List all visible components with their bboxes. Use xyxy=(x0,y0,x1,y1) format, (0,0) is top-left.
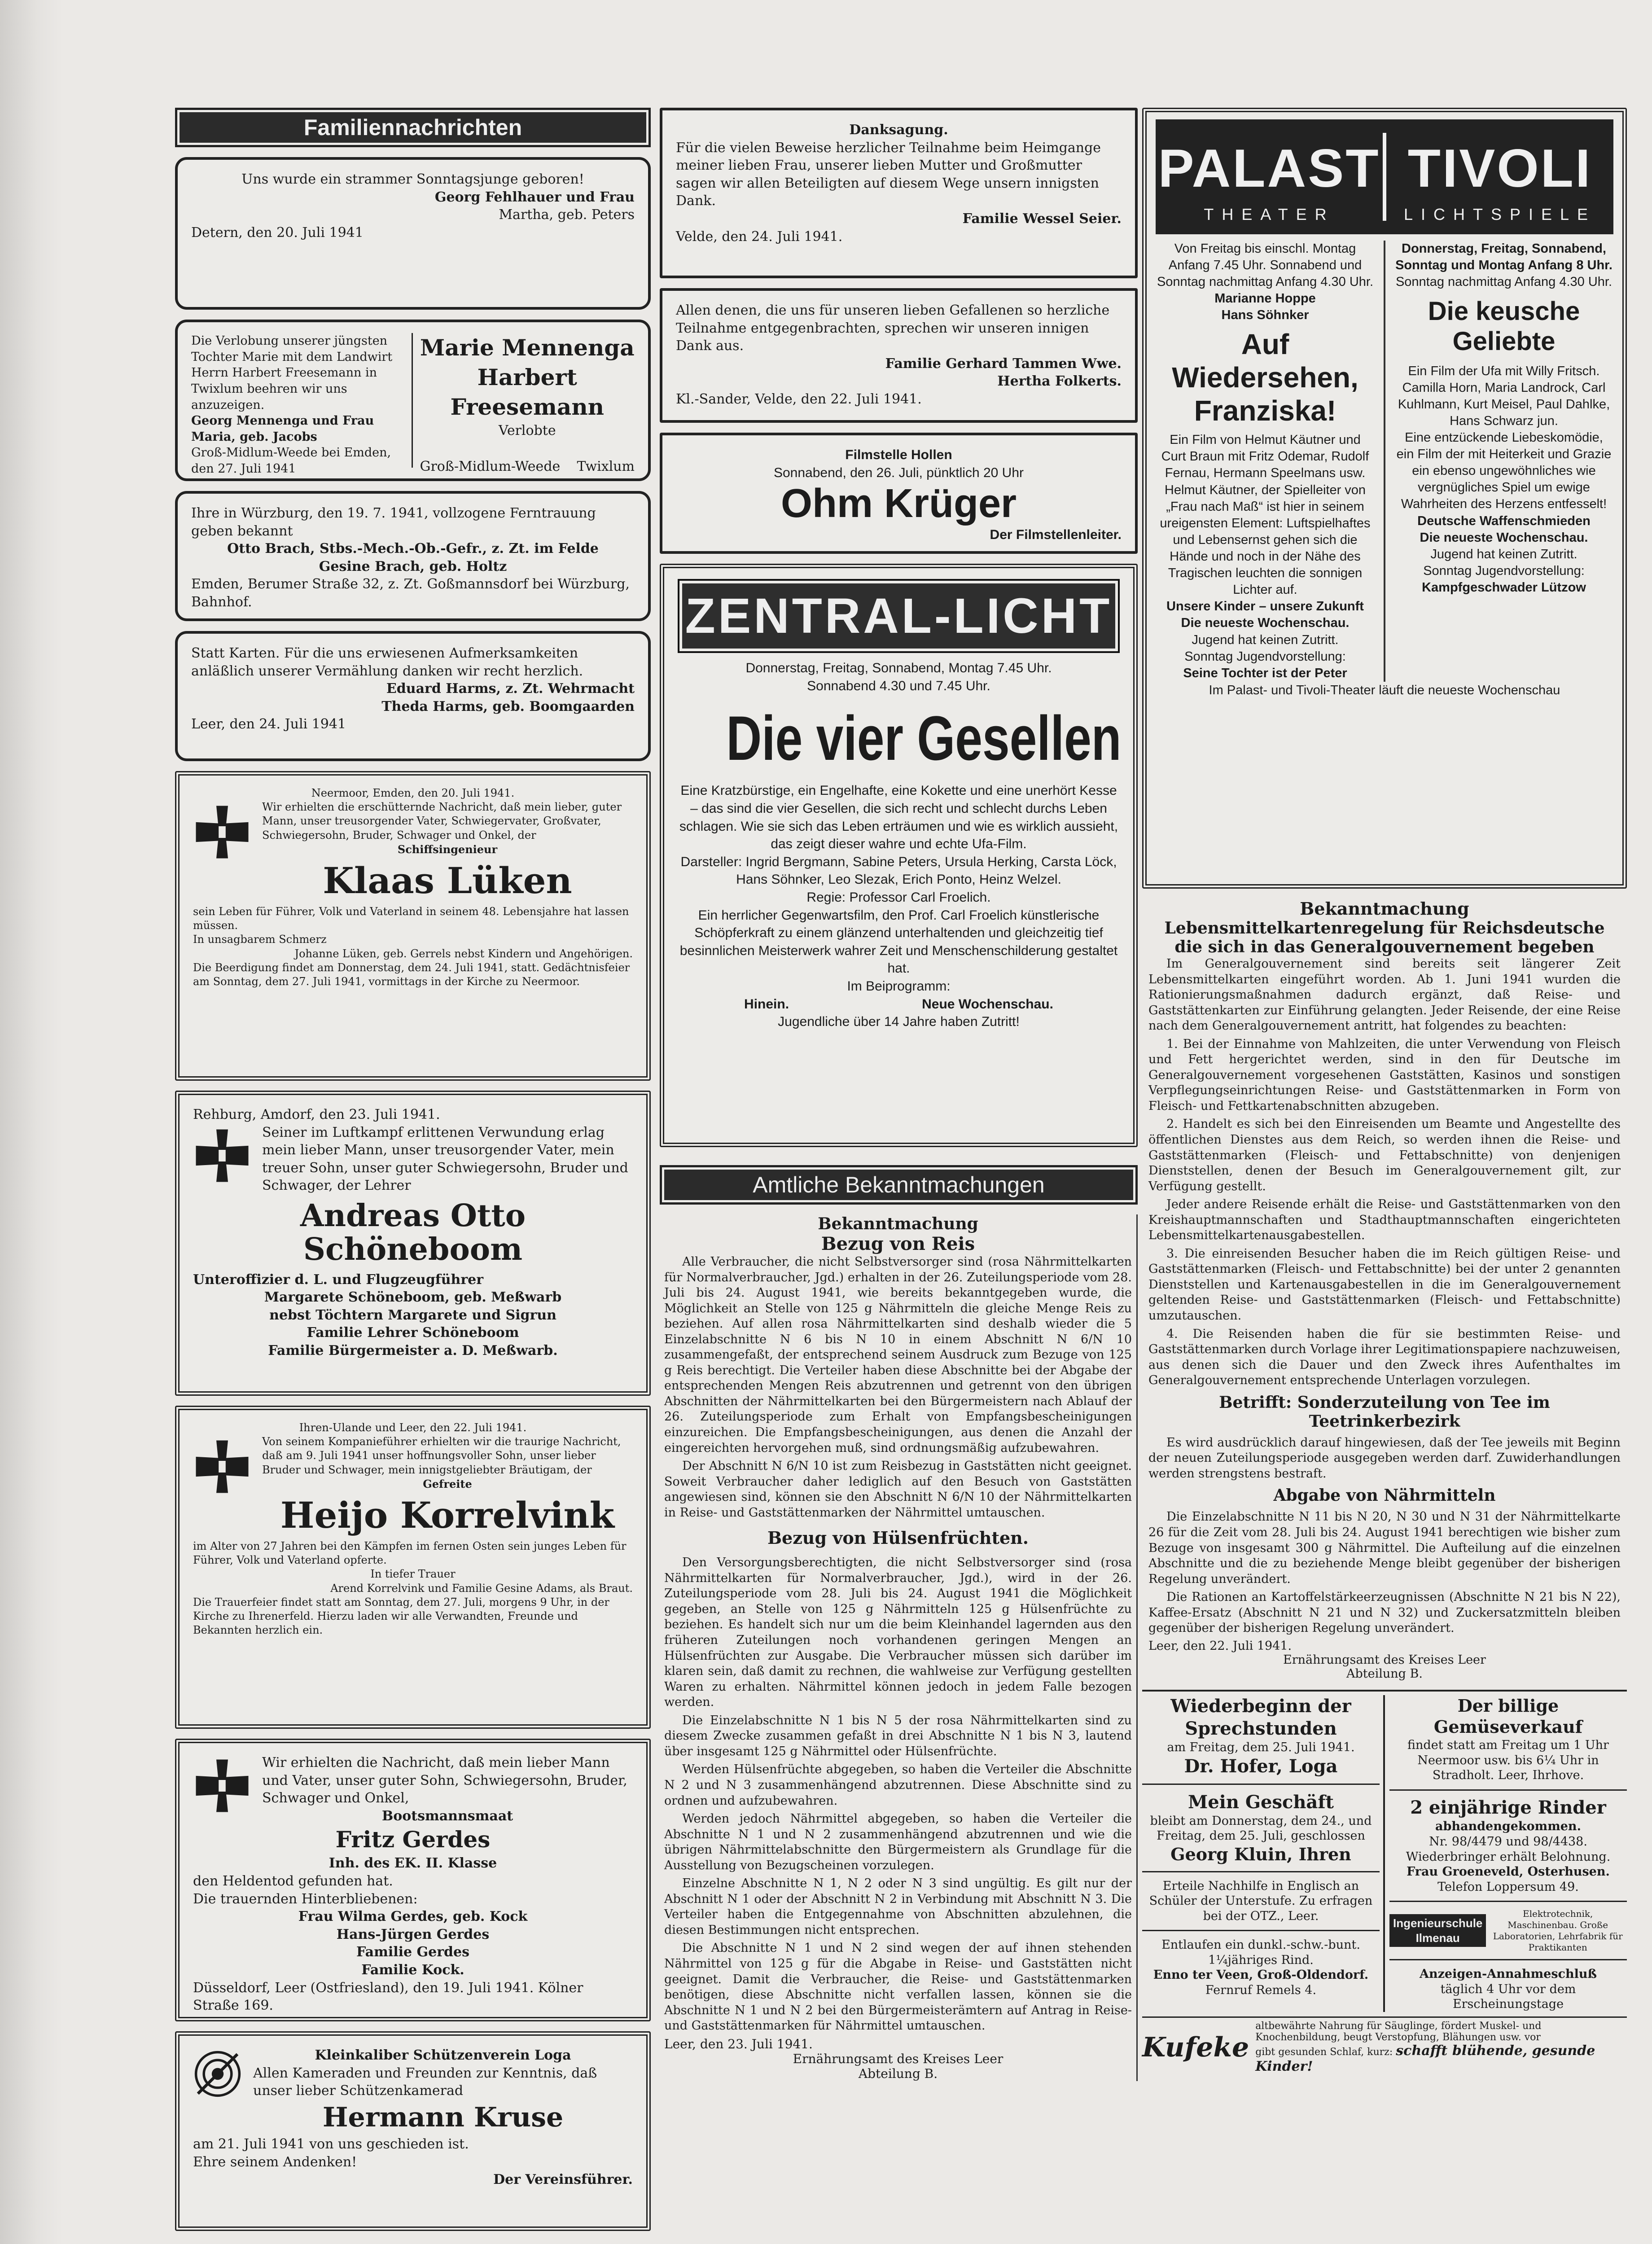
obituary-korrelvink xyxy=(175,1406,651,1729)
obituary-signature-4: Familie Bürgermeister a. D. Meßwarb. xyxy=(268,1342,558,1359)
engagement-parents: Georg Mennenga und Frau Maria, geb. Jacobs xyxy=(191,414,374,444)
obituary-signature-2: Hans-Jürgen Gerdes xyxy=(336,1926,490,1942)
obituary-text2: den Heldentod gefunden hat. xyxy=(193,1873,393,1889)
obituary-gerdes xyxy=(175,1739,651,2021)
ad-geschaeft-text: bleibt am Donnerstag, dem 24., und Freitag, dem 25. Juli, geschlossen xyxy=(1150,1814,1372,1843)
tivoli-extra: Deutsche Waffenschmieden xyxy=(1417,513,1591,528)
notice-paragraph: Einzelne Abschnitte N 1, N 2 oder N 3 sind ungültig. Es gilt nur der Abschnitt N 1 oder der Abschnitt N 2 in Verbindung mit Abschnitt N 3. Die Verteiler haben die Entgegennahme von Abschnitten abzulehnen, die diesen Bestimmungen nicht entsprechen. xyxy=(664,1876,1132,1937)
ad-gemuese-text: findet statt am Freitag um 1 Uhr Neermoor usw. bis 6¼ Uhr in Stradholt. Leer, Ihrhove. xyxy=(1407,1738,1609,1783)
ingenieurschule-text: Elektrotechnik, Maschinenbau. Große Laboratorien, Lehrfabrik für Praktikanten xyxy=(1493,1908,1623,1953)
engagement-place-bride: Groß-Midlum-Weede xyxy=(420,458,561,474)
palast-youth: Jugend hat keinen Zutritt. xyxy=(1192,632,1339,647)
ad-rinder-name: Frau Groeneveld, Osterhusen. xyxy=(1407,1865,1610,1879)
birth-parents: Georg Fehlhauer und Frau xyxy=(434,189,635,205)
zentral-licht-ad xyxy=(660,564,1138,1147)
iron-cross-icon xyxy=(193,1126,251,1185)
tivoli-film-review: Eine entzückende Liebeskomödie, ein Film der mit Heiterkeit und Grazie ein ebenso ungewöhnliches wie vergnügliches Spiel um ewige Wahrheiten des Herzens entfesselt! xyxy=(1396,430,1612,512)
danksagung-signature-2: Hertha Folkerts. xyxy=(997,373,1122,390)
obituary-text2: sein Leben für Führer, Volk und Vaterland in seinem 48. Lebensjahre hat lassen müssen. xyxy=(193,905,629,932)
thanks-date: Leer, den 24. Juli 1941 xyxy=(191,716,346,732)
film-title: Die vier Gesellen xyxy=(726,703,1122,774)
ad-geschaeft-name: Georg Kluin, Ihren xyxy=(1170,1844,1351,1865)
notice-paragraph: Jeder andere Reisende erhält die Reise- und Gaststättenmarken von den Kreishauptmannschaften und Stadthauptmannschaften eingerichteten Lebensmittelkartenausgabestellen. xyxy=(1148,1197,1621,1243)
notice-paragraph: 2. Handelt es sich bei den Einreisenden um Beamte und Angestellte des öffentlichen Dienstes aus dem Reich, so werden ihnen die Reise- und Gaststättenmarken (Fleisch- und Fettabschnitte) von denjenigen Dienststellen, denen der Besuch im Generalgouvernement gilt, zur Verfügung gestellt. xyxy=(1148,1117,1621,1193)
thanks-husband: Eduard Harms, z. Zt. Wehrmacht xyxy=(386,681,635,697)
kufeke-text: altbewährte Nahrung für Säuglinge, fördert Muskel- und Knochenbildung, beugt Verstopfung, Blähungen usw. vor xyxy=(1255,2020,1542,2043)
danksagung-text: Für die vielen Beweise herzlicher Teilnahme beim Heimgange meiner lieben Frau, unserer lieben Mutter und Großmutter sagen wir allen Beteiligten auf diesem Wege unsern innigsten Dank. xyxy=(676,140,1101,209)
film-title: Ohm Krüger xyxy=(780,481,1017,526)
ad-annahmeschluss-title: Anzeigen-Annahmeschluß xyxy=(1420,1967,1597,1981)
notice-subtitle-naehrmittel: Abgabe von Nährmitteln xyxy=(1273,1486,1496,1505)
obituary-text2: am 21. Juli 1941 von uns geschieden ist. xyxy=(193,2136,469,2152)
program-label: Im Beiprogramm: xyxy=(847,978,951,994)
notice-paragraph: Es wird ausdrücklich darauf hingewiesen, daß der Tee jeweils mit Beginn der neuen Zuteilungsperiode ausgegeben werden darf. Zuwiderhandlungen werden strengstens bestraft. xyxy=(1148,1435,1621,1481)
notice-signature: Ernährungsamt des Kreises Leer xyxy=(793,2051,1003,2066)
film-header: Filmstelle Hollen xyxy=(845,447,952,462)
palast-sunday-film: Seine Tochter ist der Peter xyxy=(1183,666,1347,680)
notice-paragraph: Die Rationen an Kartoffelstärkeerzeugnissen (Abschnitte N 21 bis N 22), Kaffee-Ersatz (Abschnitt N 21 und N 32) und Zuckersatzmitteln bleiben gegenüber der bisherigen Regelung unverändert. xyxy=(1148,1590,1621,1635)
obituary-text3: In unsagbarem Schmerz xyxy=(193,933,327,946)
club-name: Kleinkaliber Schützenverein Loga xyxy=(315,2047,571,2063)
obituary-text2: im Alter von 27 Jahren bei den Kämpfen im fernen Osten sein junges Leben für Führer, Volk und Vaterland opferte. xyxy=(193,1539,627,1567)
wedding-text: Ihre in Würzburg, den 19. 7. 1941, vollzogene Ferntrauung geben bekannt xyxy=(191,505,596,539)
notice-subtitle: Lebensmittelkartenregelung für Reichsdeutsche die sich in das Generalgouvernement begeben xyxy=(1164,919,1605,956)
engagement-text: Die Verlobung unserer jüngsten Tochter Marie mit dem Landwirt Herrn Harbert Freesemann in Twixlum beehren wir uns anzuzeigen. xyxy=(191,334,393,412)
palast-sunday: Sonntag Jugendvorstellung: xyxy=(1184,649,1346,664)
film-signature: Der Filmstellenleiter. xyxy=(990,527,1122,543)
iron-cross-icon xyxy=(193,803,251,861)
tivoli-youth: Jugend hat keinen Zutritt. xyxy=(1430,547,1578,561)
kufeke-ad xyxy=(1142,2016,1627,2074)
ad-sprechstunden-title: Wiederbeginn der Sprechstunden xyxy=(1170,1695,1351,1739)
obituary-signature-1: Margarete Schöneboom, geb. Meßwarb xyxy=(264,1289,562,1306)
notice-signature: Ernährungsamt des Kreises Leer xyxy=(1283,1652,1486,1667)
obituary-signature-1: Frau Wilma Gerdes, geb. Kock xyxy=(298,1909,528,1925)
obituary-text3: Ehre seinem Andenken! xyxy=(193,2154,357,2170)
birth-notice xyxy=(175,157,651,310)
danksagung-text: Allen denen, die uns für unseren lieben Gefallenen so herzliche Teilnahme entgegenbrachten, sprechen wir unseren innigen Dank aus. xyxy=(676,302,1110,354)
amtliche-bekanntmachungen xyxy=(660,1214,1138,2081)
ad-rinder-subtitle: abhandengekommen. xyxy=(1435,1819,1581,1834)
notice-paragraph: Den Versorgungsberechtigten, die nicht Selbstversorger sind (rosa Nährmittelkarten für Normalverbraucher, Jgd.), wird in der 26. Zuteilungsperiode vom 28. Juli bis 24. August 1941 die Möglichkeit gegeben, an Stelle von 125 g Nährmitteln 125 g Hülsenfrüchte zu beziehen. Es handelt sich nur um die beim Kleinhandel lagernden aus den früheren Zuteilungen noch vorhandenen geringen Mengen an Hülsenfrüchten zur Ausgabe. Die Verbraucher müssen sich darüber im klaren sein, daß damit zu rechnen, die wahlweise zur Verfügung gestellten Waren zu erhalten. Nährmittel können jedoch in jedem Falle bezogen werden. xyxy=(664,1556,1132,1709)
notice-paragraph: Die Abschnitte N 1 und N 2 sind wegen der auf ihnen stehenden Nährmittel von 125 g für die Abgabe in Reise- und Gaststätten nicht geeignet. Damit die Verbraucher, die Reise- und Gaststättenmarken benötigen, diese Abschnitte nicht verfallen lassen, können sie die Abschnitte N 1 und N 2 bei den Bürgermeisterämtern auf Antrag in Reise- und Gaststättenmarken für Nährmittel umtauschen. xyxy=(664,1941,1132,2033)
danksagung-signature-1: Familie Gerhard Tammen Wwe. xyxy=(885,355,1122,372)
obituary-name: Fritz Gerdes xyxy=(335,1826,491,1853)
film-more: Ein herrlicher Gegenwartsfilm, den Prof. Carl Froelich künstlerische Schöpferkraft zu einem glänzend unterhaltenden und gleichzeitig tief besinnlichen Meisterwerk wahrer Zeit und Menschenschilderung gestaltet hat. xyxy=(679,907,1118,976)
tivoli-sunday-film: Kampfgeschwader Lützow xyxy=(1422,580,1586,595)
obituary-signature-4: Familie Kock. xyxy=(361,1962,464,1978)
engagement-place-groom: Twixlum xyxy=(577,458,635,474)
palast-extra: Unsere Kinder – unsere Zukunft xyxy=(1166,599,1364,614)
wedding-thanks-notice xyxy=(175,631,651,761)
notice-paragraph: Werden jedoch Nährmittel abgegeben, so haben die Verteiler die Abschnitte N 1 und N 2 zusammenhängend abzutrennen und wie die übrigen Nährmittelabschnitte den Bürgermeistern als Grundlage für die Ausstellung von Bezugscheinen vorzulegen. xyxy=(664,1812,1132,1872)
notice-paragraph: Alle Verbraucher, die nicht Selbstversorger sind (rosa Nährmittelkarten für Normalverbraucher, Jgd.) erhalten in der 26. Zuteilungsperiode vom 28. Juli bis 24. August 1941, wie bereits bekanntgegeben wurde, die Möglichkeit an Stelle von 125 g Nährmitteln die gleiche Menge Reis zu beziehen. Auf allen rosa Nährmittelkarten sind deshalb wieder die 5 Einzelabschnitte N 6 bis N 10 in einem Abschnitt N 6/N 10 zusammengefaßt, der entsprechend seinem Ausdruck zum Bezuge von 125 g Reis berechtigt. Die Verteiler haben diese Abschnitte bei der Abgabe der entsprechenden Mengen Reis abzutrennen und getrennt von den übrigen Abschnitten der Nährmittelkarten bei den Bürgermeistern nach Ablauf der 26. Zuteilungsperiode zum Erhalt von Empfangsbescheinigungen einzureichen. Die Empfangsbescheinigungen, aus denen die Anzahl der eingereichten hervorgehen muß, sind ordnungsmäßig aufzubewahren. xyxy=(664,1255,1132,1455)
obituary-signature-3: Familie Gerdes xyxy=(356,1944,470,1960)
thanks-text: Statt Karten. Für die uns erwiesenen Aufmerksamkeiten anläßlich unserer Vermählung danken wir recht herzlich. xyxy=(191,645,583,679)
ad-rinder-phone: Telefon Loppersum 49. xyxy=(1437,1880,1579,1894)
notice-paragraph: Der Abschnitt N 6/N 10 ist zum Reisbezug in Gaststätten nicht geeignet. Soweit Verbraucher daher lediglich auf den Besuch von Gaststätten angewiesen sind, können sie den Abschnitt N 6/N 10 der Nährmittelkarten in Reise- und Gaststättenmarken der Nährmittel umtauschen. xyxy=(664,1459,1132,1520)
ingenieurschule-logo: Ingenieurschule Ilmenau xyxy=(1389,1914,1486,1947)
engagement-place: Groß-Midlum-Weede bei Emden, den 27. Juli 1941 xyxy=(191,446,391,476)
obituary-signature-3: Familie Lehrer Schöneboom xyxy=(307,1325,519,1341)
engagement-label: Verlobte xyxy=(498,423,556,438)
palast-film-review: Helmut Käutner, der Spielleiter von „Frau nach Maß“ ist hier in seinem ureigensten Element: Luftspielhaftes und Lebensernst gehen sich die Hände und noch in der Nähe des Tragischen leuchten die sonnigen Lichter auf. xyxy=(1160,482,1371,597)
thanks-wife: Theda Harms, geb. Boomgaarden xyxy=(381,698,635,714)
ad-sprechstunden-date: am Freitag, dem 25. Juli 1941. xyxy=(1167,1740,1355,1754)
column-family-notices xyxy=(175,108,651,2241)
film-description: Eine Kratzbürstige, ein Engelhafte, eine Kokette und eine unerhört Kesse – das sind die vier Gesellen, die sich recht und schlecht durchs Leben schlagen. Wie sie sich das Leben erträumen und wie es wirklich aussieht, das zeigt dieser wahre und echte Ufa-Film. xyxy=(679,783,1118,852)
showtimes-2: Sonnabend 4.30 und 7.45 Uhr. xyxy=(807,678,990,693)
ad-entlaufen-phone: Fernruf Remels 4. xyxy=(1205,1983,1317,1998)
notice-title: Bekanntmachung xyxy=(1300,898,1469,919)
tivoli-film-title: Die keusche Geliebte xyxy=(1428,297,1580,356)
obituary-name: Heijo Korrelvink xyxy=(280,1494,615,1536)
notice-date: Leer, den 23. Juli 1941. xyxy=(664,2036,813,2051)
ad-geschaeft-title: Mein Geschäft xyxy=(1188,1791,1334,1813)
bekanntmachung-right xyxy=(1142,898,1627,1681)
danksagung-date: Velde, den 24. Juli 1941. xyxy=(676,228,843,245)
obituary-place: Düsseldorf, Leer (Ostfriesland), den 19. Juli 1941. Kölner Straße 169. xyxy=(193,1980,583,2014)
wedding-groom: Otto Brach, Stbs.-Mech.-Ob.-Gefr., z. Zt. im Felde xyxy=(227,541,599,557)
notice-date: Leer, den 22. Juli 1941. xyxy=(1148,1639,1292,1653)
tivoli-showtimes: Donnerstag, Freitag, Sonnabend, Sonntag und Montag Anfang 8 Uhr. xyxy=(1395,241,1613,273)
ad-rinder-text: Nr. 98/4479 und 98/4438. Wiederbringer erhält Belohnung. xyxy=(1406,1834,1611,1864)
obituary-signature: Arend Korrelvink und Familie Gesine Adams, als Braut. xyxy=(330,1582,633,1595)
wedding-notice xyxy=(175,491,651,621)
obituary-funeral: Die Beerdigung findet am Donnerstag, dem 24. Juli 1941, statt. Gedächtnisfeier am Sonntag, dem 27. Juli 1941, vormittags in der Kirche zu Neermoor. xyxy=(193,961,630,988)
tivoli-showtimes-2: Sonntag nachmittag Anfang 4.30 Uhr. xyxy=(1395,275,1613,289)
notice-signature-2: Abteilung B. xyxy=(1346,1666,1423,1681)
ad-sprechstunden-name: Dr. Hofer, Loga xyxy=(1184,1755,1338,1777)
wedding-bride: Gesine Brach, geb. Holtz xyxy=(319,558,507,574)
engagement-notice xyxy=(175,320,651,481)
obituary-text3: Die trauernden Hinterbliebenen: xyxy=(193,1891,418,1907)
notice-paragraph: 4. Die Reisenden haben die für sie bestimmten Reise- und Gaststättenmarken durch Vorlage ihrer Legitimationspapiere nachzuweisen, aus denen sich die Dauer und den Zweck ihres Aufenthaltes im Generalgouvernement entsprechende Unterlagen vorzulegen. xyxy=(1148,1327,1621,1388)
tivoli-program xyxy=(1394,241,1613,682)
palast-program xyxy=(1156,241,1375,682)
obituary-text: Wir erhielten die Nachricht, daß mein lieber Mann und Vater, unser guter Sohn, Schwiegersohn, Bruder, Schwager und Onkel, xyxy=(262,1755,627,1806)
obituary-signature-2: nebst Töchtern Margarete und Sigrun xyxy=(269,1307,557,1323)
tivoli-cast: Camilla Horn, Maria Landrock, Carl Kuhlmann, Kurt Meisel, Paul Dahlke, Hans Schwarz jun. xyxy=(1398,380,1610,428)
palast-subtitle: THEATER xyxy=(1204,205,1335,224)
palast-title: PALAST xyxy=(1158,138,1380,198)
tivoli-sunday: Sonntag Jugendvorstellung: xyxy=(1423,563,1585,578)
birth-text: Uns wurde ein strammer Sonntagsjunge geboren! xyxy=(241,171,584,187)
notice-subtitle-reis: Bezug von Reis xyxy=(821,1233,975,1254)
ad-entlaufen: Entlaufen ein dunkl.-schw.-bunt. 1¼jähriges Rind. xyxy=(1161,1937,1360,1967)
notice-paragraph: 1. Bei der Einnahme von Mahlzeiten, die unter Verwendung von Fleisch und Fett hergerichtet werden, sind in den für Deutsche im Generalgouvernement vorgesehenen Gaststätten, Kasinos und sonstigen Verpflegungseinrichtungen Reise- und Gaststättenmarken in Form von Fleisch- und Fettkartenabschnitten abzugeben. xyxy=(1148,1037,1621,1113)
obituary-place: Neermoor, Emden, den 20. Juli 1941. xyxy=(311,787,515,799)
obituary-rank: Bootsmannsmaat xyxy=(381,1808,513,1824)
obituary-text: Wir erhielten die erschütternde Nachricht, daß mein lieber, guter Mann, unser treusorgender Vater, Schwiegervater, Großvater, Schwiegersohn, Bruder, Schwager und Onkel, der xyxy=(262,801,622,842)
obituary-schoeneboom xyxy=(175,1091,651,1396)
palast-showtimes: Von Freitag bis einschl. Montag Anfang 7.45 Uhr. Sonnabend und Sonntag nachmittag Anfang 4.30 Uhr. xyxy=(1157,241,1374,289)
zentral-licht-logo: ZENTRAL-LICHT xyxy=(678,579,1120,653)
ad-annahmeschluss-text: täglich 4 Uhr vor dem Erscheinungstage xyxy=(1440,1982,1576,2012)
notice-title: Bekanntmachung xyxy=(818,1214,978,1233)
tivoli-news: Die neueste Wochenschau. xyxy=(1420,530,1588,545)
obituary-rank: Gefreite xyxy=(423,1477,472,1490)
amtliche-header: Amtliche Bekanntmachungen xyxy=(660,1165,1138,1205)
kufeke-text2: gibt gesunden Schlaf, kurz: xyxy=(1255,2047,1393,2058)
tivoli-title: TIVOLI xyxy=(1407,138,1592,198)
youth-note: Jugendliche über 14 Jahre haben Zutritt! xyxy=(778,1014,1020,1030)
palast-cast-1: Marianne Hoppe xyxy=(1214,291,1316,306)
obituary-text: Allen Kameraden und Freunden zur Kenntnis, daß unser lieber Schützenkamerad xyxy=(253,2065,597,2099)
danksagung-signature: Familie Wessel Seier. xyxy=(962,210,1122,227)
obituary-rank: Unteroffizier d. L. und Flugzeugführer xyxy=(193,1271,484,1288)
obituary-place: Rehburg, Amdorf, den 23. Juli 1941. xyxy=(193,1107,440,1122)
obituary-place: Ihren-Ulande und Leer, den 22. Juli 1941. xyxy=(299,1421,527,1434)
program-item-1: Hinein. xyxy=(744,996,789,1012)
obituary-signature: Der Vereinsführer. xyxy=(493,2172,633,2188)
danksagung-date: Kl.-Sander, Velde, den 22. Juli 1941. xyxy=(676,391,922,407)
obituary-signature: Johanne Lüken, geb. Gerrels nebst Kindern und Angehörigen. xyxy=(294,947,633,960)
palast-tivoli-footer: Im Palast- und Tivoli-Theater läuft die neueste Wochenschau xyxy=(1209,683,1560,697)
obituary-name: Andreas Otto Schöneboom xyxy=(300,1197,526,1267)
obituary-kruse xyxy=(175,2031,651,2231)
ad-gemuese-title: Der billige Gemüseverkauf xyxy=(1433,1695,1583,1737)
obituary-name: Klaas Lüken xyxy=(323,859,572,902)
iron-cross-icon xyxy=(193,1438,251,1496)
birth-date: Detern, den 20. Juli 1941 xyxy=(191,224,364,241)
obituary-funeral: Die Trauerfeier findet statt am Sonntag, dem 27. Juli, morgens 9 Uhr, in der Kirche zu Ihrenerfeld. Hierzu laden wir alle Verwandten, Freunde und Bekannten herzlich ein. xyxy=(193,1595,609,1637)
notice-paragraph: Die Einzelabschnitte N 1 bis N 5 der rosa Nährmittelkarten sind zu diesem Zwecke zusammen gefaßt in drei Abschnitte N 1 bis N 3, lautend über insgesamt 125 g Nährmittel oder Hülsenfrüchte. xyxy=(664,1713,1132,1758)
ad-nachhilfe: Erteile Nachhilfe in Englisch an Schüler der Unterstufe. Zu erfragen bei der OTZ., Leer. xyxy=(1149,1879,1373,1924)
column-center xyxy=(660,108,1138,2081)
obituary-klaas-lueken xyxy=(175,771,651,1081)
obituary-rank2: Inh. des EK. II. Klasse xyxy=(329,1855,497,1871)
notice-paragraph: Werden Hülsenfrüchte abgegeben, so haben die Verteiler die Abschnitte N 2 und N 3 zusammenhängend abzutrennen. Diese Abschnitte sind zu ordnen und aufzubewahren. xyxy=(664,1762,1132,1808)
notice-subtitle-tee: Betrifft: Sonderzuteilung von Tee im Teetrinkerbezirk xyxy=(1219,1393,1550,1431)
obituary-text: Von seinem Kompanieführer erhielten wir die traurige Nachricht, daß am 9. Juli 1941 unser hoffnungsvoller Sohn, unser lieber Bruder und Schwager, mein innigstgeliebter Bräutigam, der xyxy=(262,1435,621,1476)
notice-paragraph: 3. Die einreisenden Besucher haben die im Reich gültigen Reise- und Gaststättenmarken (Fleisch- und Fettabschnitte) bei der unter 2 genannten Dienststellen und Kartenausgabestellen in die im Generalgouvernement geltenden Reise- und Gaststättenmarken (Fleisch- und Fettabschnitte) umzutauschen. xyxy=(1148,1246,1621,1323)
kufeke-slogan: schafft blühende, gesunde Kinder! xyxy=(1255,2043,1595,2075)
ad-rinder-title: 2 einjährige Rinder xyxy=(1410,1797,1606,1819)
birth-mother: Martha, geb. Peters xyxy=(499,207,635,223)
palast-cast-2: Hans Söhnker xyxy=(1221,308,1309,323)
danksagung-seier xyxy=(660,108,1138,278)
iron-cross-icon xyxy=(193,1757,251,1815)
palast-tivoli-logo xyxy=(1156,119,1613,234)
danksagung-tammen xyxy=(660,288,1138,423)
column-right xyxy=(1142,108,1627,2074)
palast-tivoli-ad xyxy=(1142,108,1627,889)
tivoli-subtitle: LICHTSPIELE xyxy=(1403,205,1596,224)
ad-entlaufen-name: Enno ter Veen, Groß-Oldendorf. xyxy=(1153,1968,1369,1982)
film-director: Regie: Professor Carl Froelich. xyxy=(806,890,991,905)
palast-news: Die neueste Wochenschau. xyxy=(1181,616,1350,631)
wedding-address: Emden, Berumer Straße 32, z. Zt. Goßmannsdorf bei Würzburg, Bahnhof. xyxy=(191,576,630,610)
palast-film-description: Ein Film von Helmut Käutner und Curt Braun mit Fritz Odemar, Rudolf Fernau, Hermann Speelmans usw. xyxy=(1161,433,1369,481)
notice-signature-2: Abteilung B. xyxy=(858,2066,938,2081)
obituary-text3: In tiefer Trauer xyxy=(370,1568,456,1581)
kufeke-logo: Kufeke xyxy=(1142,2032,1249,2064)
notice-subtitle-huelsenfruechte: Bezug von Hülsenfrüchten. xyxy=(767,1528,1029,1548)
obituary-text: Seiner im Luftkampf erlittenen Verwundung erlag mein lieber Mann, unser treusorgender Vater, mein treuer Sohn, unser guter Schwiegersohn, Bruder und Schwager, der Lehrer xyxy=(262,1124,628,1194)
film-date: Sonnabend, den 26. Juli, pünktlich 20 Uhr xyxy=(773,465,1024,480)
danksagung-title: Danksagung. xyxy=(849,122,948,138)
filmstelle-hollen-ad xyxy=(660,433,1138,554)
engagement-name-bride: Marie Mennenga xyxy=(420,334,635,361)
notice-paragraph: Im Generalgouvernement sind bereits seit längerer Zeit Lebensmittelkarten eingeführt worden. Ab 1. Juni 1941 wurden die Rationierungsmaßnahmen dadurch ergänzt, daß Reise- und Gaststättenkarten zur Einführung gelangten. Jeder Reisende, der eine Reise nach dem Generalgouvernement antritt, hat folgendes zu beachten: xyxy=(1148,957,1621,1033)
classifieds xyxy=(1142,1690,1627,2012)
engagement-name-groom: Harbert Freesemann xyxy=(450,364,605,420)
obituary-name: Hermann Kruse xyxy=(322,2101,564,2133)
target-rifle-icon xyxy=(193,2049,242,2099)
page-binding-shadow xyxy=(0,0,63,2244)
obituary-rank: Schiffsingenieur xyxy=(397,842,498,856)
notice-paragraph: Die Einzelabschnitte N 11 bis N 20, N 30 und N 31 der Nährmittelkarte 26 für die Zeit vom 28. Juli bis 24. August 1941 berechtigen wie bisher zum Bezuge von insgesamt 300 g Nährmittel. Die Aufteilung auf die einzelnen Abschnitte und die zu beziehende Menge bleibt gegenüber der bisherigen Regelung unverändert. xyxy=(1148,1510,1621,1586)
film-cast: Darsteller: Ingrid Bergmann, Sabine Peters, Ursula Herking, Carsta Löck, Hans Söhnker, Leo Slezak, Erich Ponto, Heinz Welzel. xyxy=(680,854,1117,887)
showtimes: Donnerstag, Freitag, Sonnabend, Montag 7.45 Uhr. xyxy=(745,661,1052,676)
tivoli-film-studio: Ein Film der Ufa mit Willy Fritsch. xyxy=(1408,364,1600,378)
section-header: Familiennachrichten xyxy=(175,108,651,147)
program-item-2: Neue Wochenschau. xyxy=(922,996,1053,1012)
palast-film-title: Auf Wiedersehen, Franziska! xyxy=(1172,328,1358,427)
